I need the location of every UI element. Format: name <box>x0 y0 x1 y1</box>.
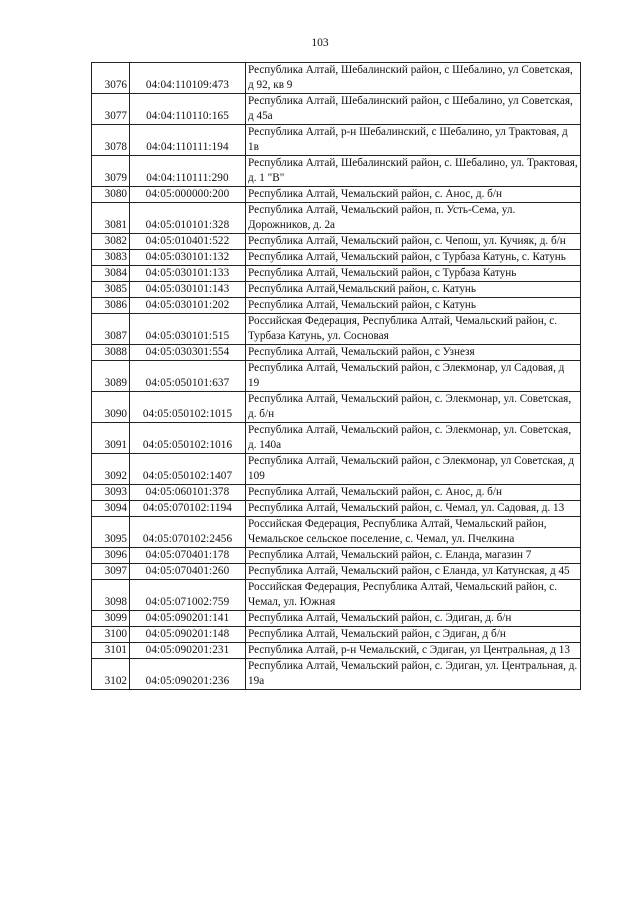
row-number: 3093 <box>92 485 130 501</box>
cadastral-number: 04:05:030301:554 <box>130 345 246 361</box>
address: Республика Алтай, Чемальский район, с. Анос, д. б/н <box>246 485 581 501</box>
table-row <box>92 345 581 361</box>
address: Российская Федерация, Республика Алтай, Чемальский район, с. Чемал, ул. Южная <box>246 580 581 611</box>
cadastral-number: 04:05:030101:132 <box>130 250 246 266</box>
address: Республика Алтай, Чемальский район, с Эдиган, д б/н <box>246 627 581 643</box>
row-number: 3077 <box>92 94 130 125</box>
row-number: 3086 <box>92 298 130 314</box>
row-number: 3076 <box>92 63 130 94</box>
cadastral-number: 04:05:090201:231 <box>130 643 246 659</box>
table-row <box>92 156 581 187</box>
row-number: 3080 <box>92 187 130 203</box>
cadastral-number: 04:05:050102:1407 <box>130 454 246 485</box>
address: Российская Федерация, Республика Алтай, Чемальский район, Чемальское сельское поселение, с. Чемал, ул. Пчелкина <box>246 517 581 548</box>
row-number: 3083 <box>92 250 130 266</box>
address: Республика Алтай, Шебалинский район, с Шебалино, ул Советская, д 92, кв 9 <box>246 63 581 94</box>
row-number: 3088 <box>92 345 130 361</box>
row-number: 3091 <box>92 423 130 454</box>
table-row <box>92 392 581 423</box>
row-number: 3092 <box>92 454 130 485</box>
cadastral-number: 04:05:090201:148 <box>130 627 246 643</box>
address: Республика Алтай, Чемальский район, с. Анос, д. б/н <box>246 187 581 203</box>
table-row <box>92 548 581 564</box>
row-number: 3087 <box>92 314 130 345</box>
table-row <box>92 282 581 298</box>
row-number: 3097 <box>92 564 130 580</box>
row-number: 3101 <box>92 643 130 659</box>
table-row <box>92 203 581 234</box>
cadastral-number: 04:05:090201:141 <box>130 611 246 627</box>
table-row <box>92 501 581 517</box>
table-row <box>92 643 581 659</box>
table-row <box>92 125 581 156</box>
address: Республика Алтай, Чемальский район, с Элекмонар, ул Советская, д 109 <box>246 454 581 485</box>
cadastral-number: 04:05:050101:637 <box>130 361 246 392</box>
address: Республика Алтай, Чемальский район, с Турбаза Катунь <box>246 266 581 282</box>
cadastral-number: 04:05:030101:202 <box>130 298 246 314</box>
cadastral-number: 04:05:050102:1016 <box>130 423 246 454</box>
address: Республика Алтай, Чемальский район, с. Чемал, ул. Садовая, д. 13 <box>246 501 581 517</box>
row-number: 3098 <box>92 580 130 611</box>
row-number: 3078 <box>92 125 130 156</box>
registry-table <box>91 62 581 690</box>
cadastral-number: 04:05:060101:378 <box>130 485 246 501</box>
row-number: 3082 <box>92 234 130 250</box>
table-row <box>92 659 581 690</box>
row-number: 3090 <box>92 392 130 423</box>
cadastral-number: 04:05:090201:236 <box>130 659 246 690</box>
row-number: 3085 <box>92 282 130 298</box>
cadastral-number: 04:05:050102:1015 <box>130 392 246 423</box>
table-row <box>92 485 581 501</box>
table-row <box>92 187 581 203</box>
row-number: 3081 <box>92 203 130 234</box>
cadastral-number: 04:05:030101:143 <box>130 282 246 298</box>
cadastral-number: 04:05:010401:522 <box>130 234 246 250</box>
address: Республика Алтай, Чемальский район, п. Усть-Сема, ул. Дорожников, д. 2а <box>246 203 581 234</box>
table-row <box>92 517 581 548</box>
table-row <box>92 580 581 611</box>
cadastral-number: 04:05:010101:328 <box>130 203 246 234</box>
address: Республика Алтай, Чемальский район, с Еланда, ул Катунская, д 45 <box>246 564 581 580</box>
table-row <box>92 234 581 250</box>
cadastral-number: 04:04:110109:473 <box>130 63 246 94</box>
cadastral-number: 04:05:070102:1194 <box>130 501 246 517</box>
address: Республика Алтай, Чемальский район, с Элекмонар, ул Садовая, д 19 <box>246 361 581 392</box>
table-row <box>92 361 581 392</box>
table-row <box>92 94 581 125</box>
address: Республика Алтай, Шебалинский район, с Шебалино, ул Советская, д 45а <box>246 94 581 125</box>
page-number: 103 <box>311 37 329 49</box>
row-number: 3089 <box>92 361 130 392</box>
table-row <box>92 627 581 643</box>
row-number: 3095 <box>92 517 130 548</box>
table-row <box>92 611 581 627</box>
cadastral-number: 04:05:071002:759 <box>130 580 246 611</box>
table-row <box>92 298 581 314</box>
table-row <box>92 250 581 266</box>
table-row <box>92 266 581 282</box>
table-row <box>92 423 581 454</box>
cadastral-number: 04:04:110111:290 <box>130 156 246 187</box>
address: Республика Алтай, Чемальский район, с Турбаза Катунь, с. Катунь <box>246 250 581 266</box>
cadastral-number: 04:04:110110:165 <box>130 94 246 125</box>
row-number: 3079 <box>92 156 130 187</box>
row-number: 3102 <box>92 659 130 690</box>
row-number: 3084 <box>92 266 130 282</box>
address: Республика Алтай, Чемальский район, с. Элекмонар, ул. Советская, д. б/н <box>246 392 581 423</box>
cadastral-number: 04:05:070102:2456 <box>130 517 246 548</box>
cadastral-number: 04:04:110111:194 <box>130 125 246 156</box>
address: Республика Алтай, Чемальский район, с. Эдиган, д. б/н <box>246 611 581 627</box>
address: Республика Алтай, Чемальский район, с. Еланда, магазин 7 <box>246 548 581 564</box>
address: Республика Алтай, р-н Чемальский, с Эдиган, ул Центральная, д 13 <box>246 643 581 659</box>
table-row <box>92 63 581 94</box>
address: Республика Алтай, Чемальский район, с. Чепош, ул. Кучияк, д. б/н <box>246 234 581 250</box>
table-row <box>92 314 581 345</box>
cadastral-number: 04:05:030101:133 <box>130 266 246 282</box>
address: Республика Алтай, р-н Шебалинский, с Шебалино, ул Трактовая, д 1в <box>246 125 581 156</box>
row-number: 3096 <box>92 548 130 564</box>
registry-table-body <box>92 63 581 690</box>
address: Российская Федерация, Республика Алтай, Чемальский район, с. Турбаза Катунь, ул. Сосновая <box>246 314 581 345</box>
address: Республика Алтай, Чемальский район, с Узнезя <box>246 345 581 361</box>
row-number: 3099 <box>92 611 130 627</box>
cadastral-number: 04:05:000000:200 <box>130 187 246 203</box>
address: Республика Алтай,Чемальский район, с. Катунь <box>246 282 581 298</box>
table-row <box>92 454 581 485</box>
cadastral-number: 04:05:030101:515 <box>130 314 246 345</box>
address: Республика Алтай, Чемальский район, с. Эдиган, ул. Центральная, д. 19а <box>246 659 581 690</box>
cadastral-number: 04:05:070401:260 <box>130 564 246 580</box>
address: Республика Алтай, Чемальский район, с Катунь <box>246 298 581 314</box>
table-row <box>92 564 581 580</box>
row-number: 3100 <box>92 627 130 643</box>
address: Республика Алтай, Шебалинский район, с. Шебалино, ул. Трактовая, д. 1 "В" <box>246 156 581 187</box>
address: Республика Алтай, Чемальский район, с. Элекмонар, ул. Советская, д. 140а <box>246 423 581 454</box>
cadastral-number: 04:05:070401:178 <box>130 548 246 564</box>
row-number: 3094 <box>92 501 130 517</box>
